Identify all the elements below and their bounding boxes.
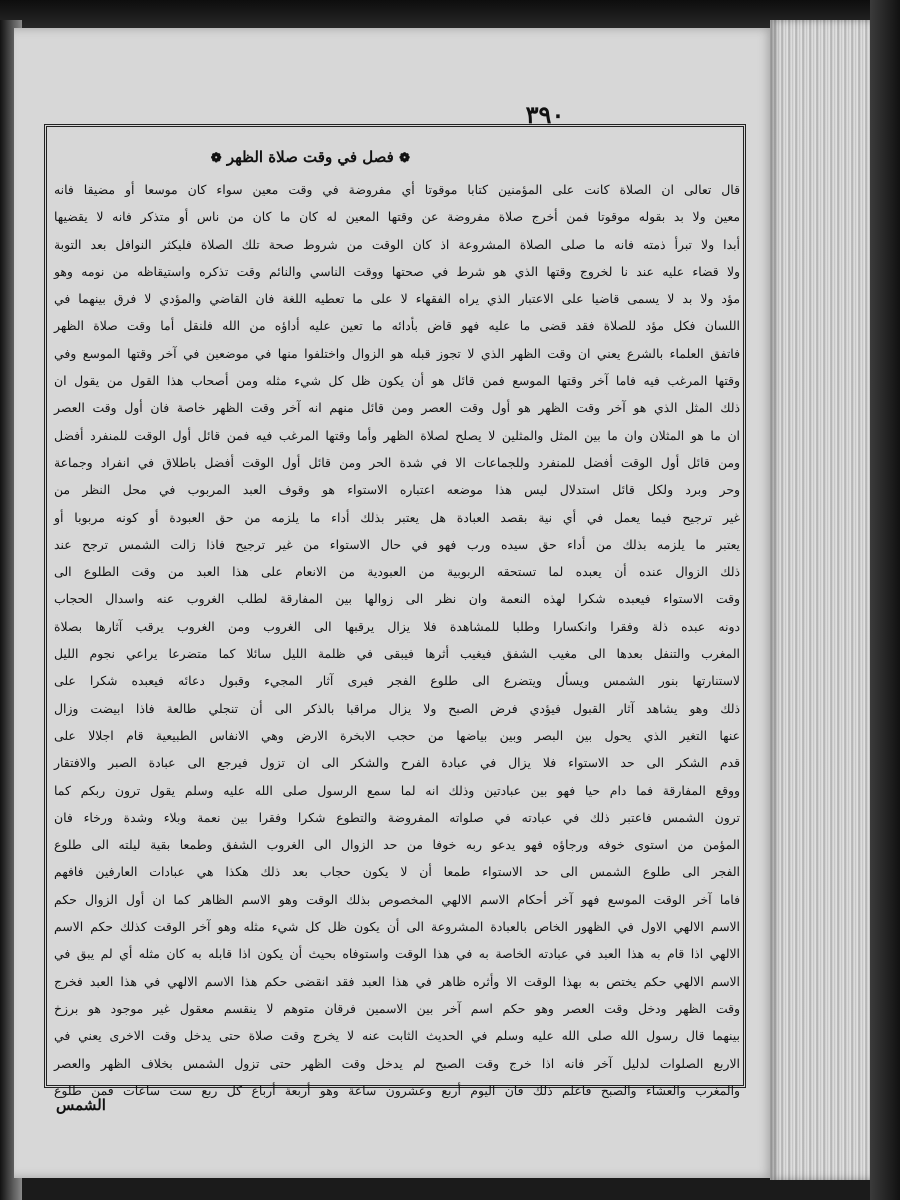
section-heading bbox=[210, 148, 410, 172]
text-line: فاما آخر الوقت الموسع فهو آخر أحكام الاسم الالهي المخصوص بذلك الوقت وهو الاسم الظاهر كما ان أول الزوال حكم bbox=[54, 891, 740, 907]
text-line: أبدا ولا تبرأ ذمته فانه ما صلى الصلاة المشروعة اذ كان الوقت من شروط صحة تلك الصلاة فليكثر النوافل بعد التوبة bbox=[54, 236, 740, 252]
page-number: ٣٩٠ bbox=[525, 100, 565, 129]
text-line: دونه عبده ذلة وفقرا وانكسارا وطلبا للمشاهدة فلا يزال يرقبها الى الغروب ومن الغروب يرقب آثارها بصلاة bbox=[54, 618, 740, 634]
text-line: معين ولا بد بقوله موقوتا فمن أخرج صلاة مفروضة عن وقتها المعين له كان ما كان من ناس أو متذكر فانه لا يقضيها bbox=[54, 209, 740, 225]
text-line: ذلك المثل الذي هو آخر وقت الظهر هو أول وقت العصر ومن قائل منهم انه آخر وقت الظهر خاصة فان أول وقت العصر bbox=[54, 400, 741, 416]
text-line: ومن قائل أول الوقت أفضل للمنفرد وللجماعات الا في شدة الحر ومن قائل أول الوقت أفضل باطلاق في انفراد وجماعة bbox=[54, 454, 740, 470]
text-line: غير ترجيح فيما يعمل في أي نية بقصد العبادة هل يعتبر بذلك أداء ما يلزمه من حق العبودة أو كونه مربوبا أو bbox=[54, 509, 740, 525]
text-line: الالهي اذا قام به هذا العبد في عبادته الخاصة به في هذا الوقت واستوفاه بحيث أن يكون اذا قابله به كان مثله أي لم يبق في bbox=[54, 946, 740, 962]
text-line: وحر وبرد ولكل قائل استدلال ليس هذا موضعه اعتباره الاستواء هو وقوف العبد المربوب في محل النظر من bbox=[54, 482, 740, 498]
right-shadow bbox=[870, 0, 900, 1200]
text-line: عنها التغير الذي يحول بين البصر وبين بياضها من حجب الابخرة الارض وهي الانفاس الطبيعية قام اجلالا على bbox=[54, 727, 740, 743]
text-line: اللسان فكل مؤد للصلاة فقد قضى ما عليه فهو قاض بأدائه ما تعين عليه أداؤه من الله فلنقل أما وقت صلاة الظهر bbox=[54, 318, 740, 334]
stacked-page-edges bbox=[770, 20, 880, 1180]
text-line: ووقع المفارقة فما دام حيا فهو بين عبادتين وذلك انه لما سمع الرسول صلى الله عليه وسلم يقول ترون ربكم كما bbox=[54, 782, 740, 798]
section-heading-text: فصل في وقت صلاة الظهر bbox=[226, 148, 394, 166]
ornament-icon: ❁ bbox=[399, 151, 410, 166]
text-line: وقت الظهر ودخل وقت العصر وهو حكم اسم آخر بين الاسمين فرقان متوهم لا ينقسم معقول غير موجود هو برزخ bbox=[54, 1000, 740, 1016]
body-text bbox=[54, 176, 741, 1098]
text-line: ولا قضاء عليه عند نا لخروج وقتها الذي هو شرط في صحتها ووقت الناسي والنائم وقت تذكره واستيقاظه من نومه وهو bbox=[54, 263, 740, 279]
text-line: الاسم الالهي الاول في الظهور الخاص بالعبادة المشروعة الى أن يكون ظل كل شيء مثله وهو آخر الوقت كذلك حكم الاسم bbox=[54, 919, 740, 935]
text-line: ذلك الزوال عنده أن يعبده لما تستحقه الربوبية من العبودية من الانعام على هذا العبد من وقت الطلوع الى bbox=[54, 564, 740, 580]
text-line: والمغرب والعشاء والصبح فاعلم ذلك فان اليوم أربع وعشرون ساعة وهو أربعة أرباع كل ربع ست ساعات فمن طلوع bbox=[54, 1082, 740, 1098]
text-line: فاتفق العلماء بالشرع يعني ان وقت الظهر الذي لا تجوز قبله هو الزوال واختلفوا منها في موضعين في آخر وقتها الموسع وفي bbox=[54, 345, 740, 361]
text-line: لاستنارتها بنور الشمس ويسأل ويتضرع الى طلوع الفجر فيرى آثار المجيء وقبول دعائه فيعبده شكرا على bbox=[54, 673, 740, 689]
catchword: الشمس bbox=[56, 1096, 106, 1114]
text-line: الاسم الالهي حكم يختص به بهذا الوقت الا وأثره ظاهر في هذا العبد فقد انقضى حكم هذا الاسم الالهي في هذا العبد فخرج bbox=[54, 973, 740, 989]
text-line: ترون الشمس فاعتبر ذلك في عبادته في صلواته المفروضة والتطوع شكرا وفقرا بين نعمة وبلاء وشدة ورخاء فان bbox=[54, 809, 740, 825]
text-line: قال تعالى ان الصلاة كانت على المؤمنين كتابا موقوتا أي مفروضة في وقت معين سواء كان موسعا أو مضيقا فانه bbox=[54, 182, 740, 197]
text-line: وقتها المرغب فيه فاما آخر وقتها الموسع فمن قائل هو أن يكون ظل كل شيء مثله ومن أصحاب هذا القول من يقول ان bbox=[54, 373, 740, 389]
ornament-icon: ❁ bbox=[210, 151, 222, 166]
text-line: يعتبر ما يلزمه بذلك من أداء حق سيده ورب فهو في حال الاستواء من غير ترجيح فاذا زالت الشمس ترجح عند bbox=[54, 536, 741, 552]
text-line: الاربع الصلوات لدليل آخر فانه اذا خرج وقت الصبح لم يدخل وقت الظهر حتى تزول الشمس بخلاف الظهر والعصر bbox=[54, 1055, 740, 1071]
text-line: ان ما هو المثلان وان ما بين المثل والمثلين لا يصلح لصلاة الظهر وأما وقتها المرغب فيه فمن قائل أول الوقت للمنفرد أفضل bbox=[54, 427, 740, 443]
text-line: وقت الاستواء فيعبده شكرا لهذه النعمة وان نظر الى زوالها بين المفارقة لطلب الغروب عنه واسدال الحجاب bbox=[54, 591, 740, 607]
text-line: المغرب والتنفل بعدها الى مغيب الشفق فيغيب أثرها فيبقى في ظلمة الليل سائلا كما متضرعا يراعي نجوم الليل bbox=[54, 646, 740, 662]
text-line: قدم الشكر الى حد الاستواء فلا يزال في عبادة الفرح والشكر الى ان تزول فيرجع الى عبادة الصبر والافتقار bbox=[54, 755, 740, 771]
text-line: ذلك وهو يشاهد آثار القبول فيؤدي فرض الصبح ولا يزال مراقبا بالذكر الى أن تنجلي طالعة فاذا ابيضت وزال bbox=[54, 700, 740, 716]
top-shadow bbox=[0, 0, 900, 30]
text-line: المؤمن من استوى خوفه ورجاؤه فهو يدعو ربه خوفا من حد الزوال الى الغروب الشفق وطمعا بقية ليلته الى طلوع bbox=[54, 837, 740, 853]
text-line: الفجر الى طلوع الشمس الى حد الاستواء طمعا أن لا يكون حجاب بعد ذلك هكذا هي عبادات العارفين فافهم bbox=[54, 864, 740, 880]
text-line: بينهما قال رسول الله صلى الله عليه وسلم في الحديث الثابت عنه لا يخرج وقت صلاة حتى يدخل وقت الاخرى يعني في bbox=[54, 1028, 740, 1044]
text-line: مؤد ولا بد لا يسمى قاضيا على الاعتبار الذي يراه الفقهاء لا على ما تعطيه اللغة فان القاضي والمؤدي لا فرق بينهما في bbox=[54, 291, 740, 307]
